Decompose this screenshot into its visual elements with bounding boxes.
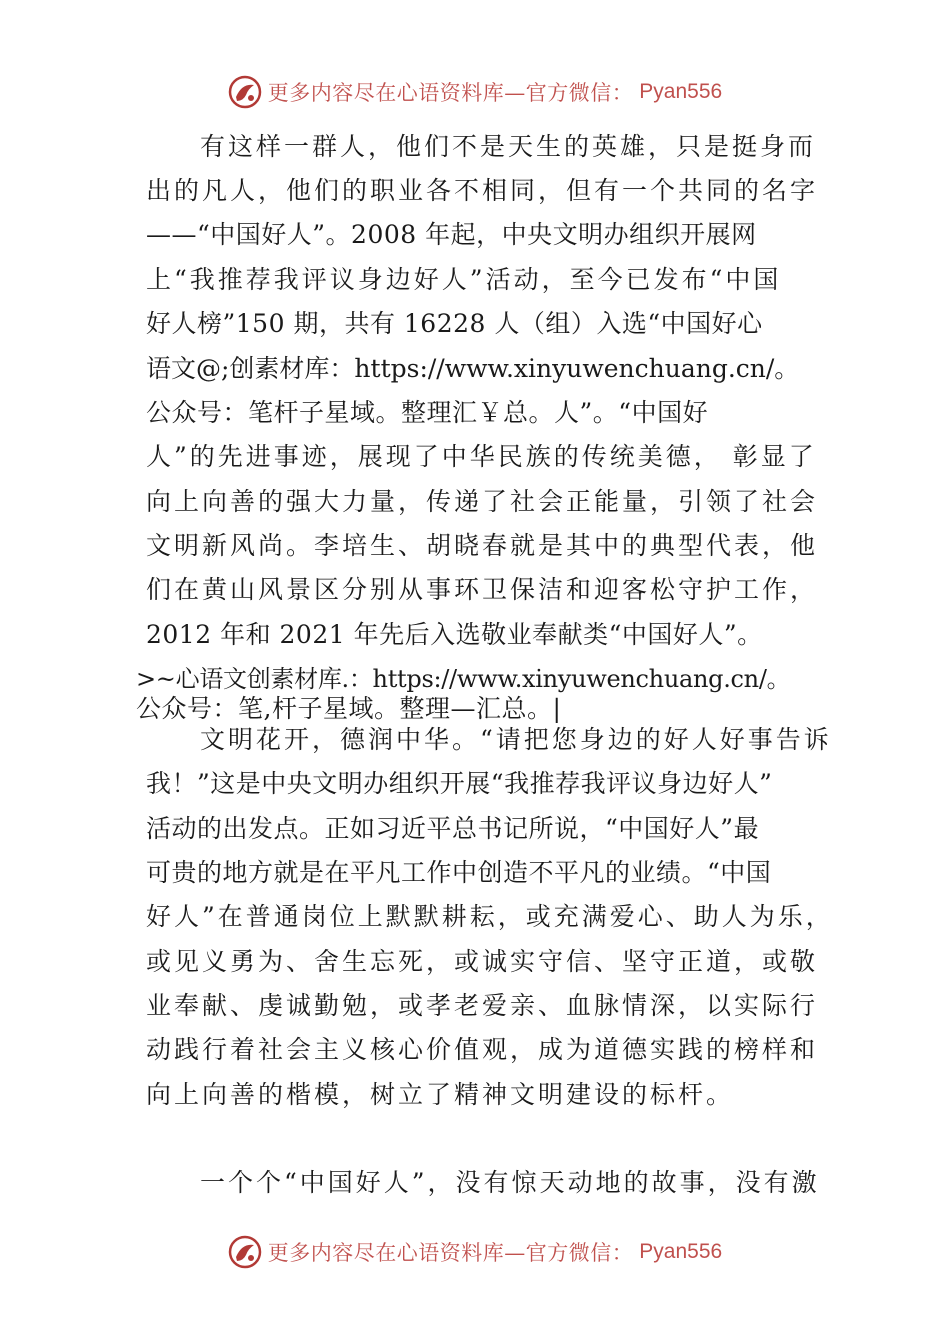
banner-wechat-id: Pyan556 (639, 80, 723, 103)
text-line: 2012 年和 2021 年先后入选敬业奉献类“中国好人”。 (146, 620, 763, 649)
text-line: 动践行着社会主义核心价值观，成为道德实践的榜样和 (146, 1035, 819, 1064)
seal-logo-icon (228, 1235, 262, 1269)
text-line: >~心语文创素材库.：https://www.xinyuwenchuang.cn/。 (136, 665, 791, 693)
text-line: 公众号：笔,杆子星域。整理—汇总。| (136, 694, 562, 723)
text-line: 活动的出发点。正如习近平总书记所说，“中国好人”最 (146, 814, 760, 843)
text-line: 好人榜”150 期，共有 16228 人（组）入选“中国好心 (146, 309, 763, 338)
text-line: 上“我推荐我评议身边好人”活动，至今已发布“中国 (146, 265, 782, 294)
text-line: 可贵的地方就是在平凡工作中创造不平凡的业绩。“中国 (146, 858, 772, 887)
text-line: 向上向善的强大力量，传递了社会正能量，引领了社会 (146, 487, 819, 516)
text-line: 出的凡人，他们的职业各不相同，但有一个共同的名字 (146, 176, 819, 205)
banner-title: 更多内容尽在心语资料库—官方微信： (267, 81, 634, 105)
text-line: ——“中国好人”。2008 年起，中央文明办组织开展网 (146, 220, 757, 249)
text-line: 文明新风尚。李培生、胡晓春就是其中的典型代表，他 (146, 531, 819, 560)
text-line: 公众号：笔杆子星域。整理汇￥总。人”。“中国好 (146, 398, 709, 427)
text-line: 一个个“中国好人”，没有惊天动地的故事，没有激 (200, 1168, 820, 1197)
text-line: 们在黄山风景区分别从事环卫保洁和迎客松守护工作， (146, 575, 819, 604)
text-line: 有这样一群人，他们不是天生的英雄，只是挺身而 (200, 132, 817, 161)
banner-wechat-id: Pyan556 (639, 1240, 723, 1263)
text-line: 语文@;创素材库：https://www.xinyuwenchuang.cn/。 (146, 354, 800, 383)
banner-title: 更多内容尽在心语资料库—官方微信： (267, 1241, 634, 1265)
text-line: 文明花开，德润中华。“请把您身边的好人好事告诉 (200, 725, 832, 754)
banner-content (228, 1235, 722, 1269)
text-line: 或见义勇为、舍生忘死，或诚实守信、坚守正道，或敬 (146, 947, 819, 976)
text-line: 我！”这是中央文明办组织开展“我推荐我评议身边好人” (146, 769, 773, 798)
text-line: 向上向善的楷模，树立了精神文明建设的标杆。 (146, 1080, 735, 1109)
text-line: 人”的先进事迹，展现了中华民族的传统美德， 彰显了 (146, 442, 817, 471)
text-line: 好人”在普通岗位上默默耕耘，或充满爱心、助人为乐， (146, 902, 834, 931)
text-line: 业奉献、虔诚勤勉，或孝老爱亲、血脉情深，以实际行 (146, 991, 819, 1020)
footer-banner (0, 1232, 950, 1272)
